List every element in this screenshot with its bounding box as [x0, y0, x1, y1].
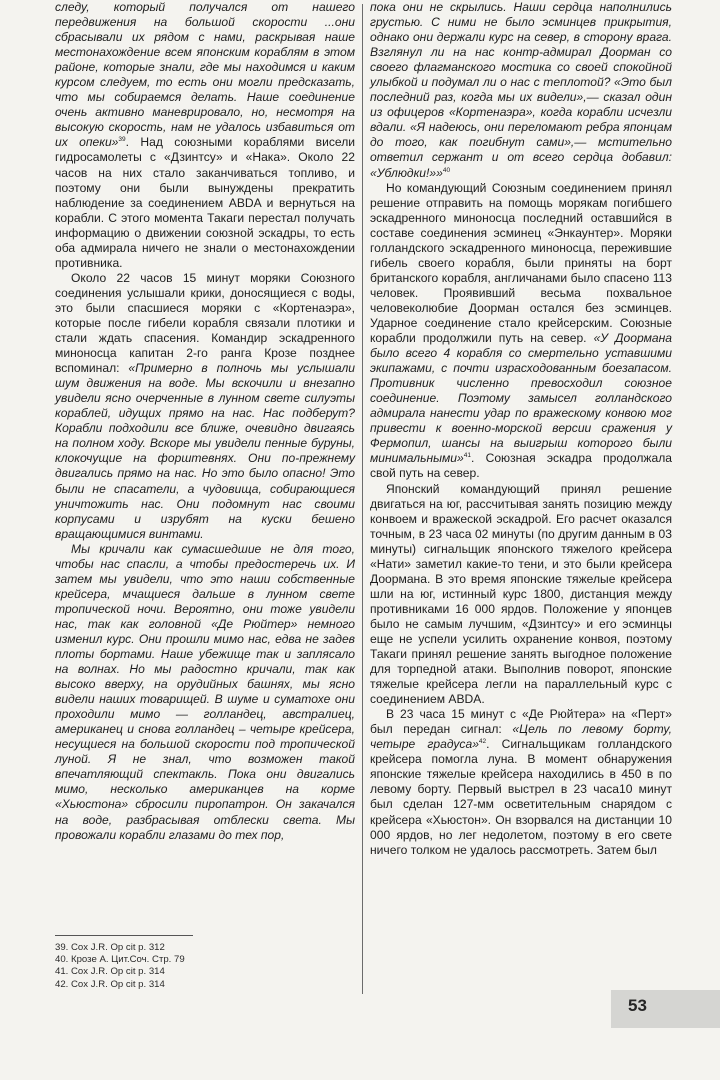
- paragraph: [55, 0, 355, 271]
- footnote: 41. Cox J.R. Op cit p. 314: [55, 966, 165, 978]
- quote-text: «Примерно в полночь мы услышали шум движения на воде. Мы вскочили и внезапно увидели ясно очерченные в лунном свете силуэты кораблей, идущих прямо на нас. Нас подберут? Корабли подходили все ближе, очевидно двигаясь на полном ходу. Вскоре мы увидели пенные буруны, клокочущие на форштевнях. Они по-прежнему двигались прямо на нас. Но это было опасно! Это были не спасатели, а чудовища, собирающиеся уничтожить нас. Они подомнут нас своими корпусами и изрубят на куски бешено вращающимися винтами.: [55, 361, 355, 541]
- quote-text: пока они не скрылись. Наши сердца наполнились грустью. С ними не было эсминцев прикрытия, однако они держали курс на север, в сторону врага. Взглянул ли на нас контр-адмирал Доорман со своего флагманского мостика со своей спокойной улыбкой и подумал ли о нас с теплотой? «Это был последний раз, когда мы их видели»,— сказал один из офицеров «Кортенаэра», когда корабли исчезли вдали. «Я надеюсь, они переломают ребра японцам до того, как погибнут сами»,— мстительно ответил сержант и от всего сердца добавил: «Ублюдки!»»: [370, 0, 672, 180]
- left-text-column: [55, 0, 355, 843]
- paragraph: [370, 0, 672, 181]
- footnote-ref: 39: [118, 136, 126, 144]
- footnote-ref: 42: [478, 738, 487, 746]
- footnote-ref: 41: [463, 452, 471, 460]
- quote-text: следу, который получался от нашего передвижения на большой скорости ...они сбрасывали их рядом с нами, раскрывая наше местонахождение всем японским кораблям в этом районе, которые знали, где мы находимся и каким курсом следуем, то есть они могли предсказать, что мы собираемся делать. Наше соединение очень активно маневрировало, но, несмотря на высокую скорость, нам не удалось избавиться от их опеки»: [55, 0, 355, 150]
- quote-text: «У Доормана было всего 4 корабля со смертельно уставшими экипажами, с почти израсходованным боезапасом. Противник численно превосходил союзное соединение. Поэтому замысел голландского адмирала нанести удар по вражескому конвою мог привести к военно-морской версии сражения у Фермопил, шансы на выигрыш которого были минимальными»: [370, 331, 672, 466]
- body-text: . Союзная эскадра продолжала свой путь на север.: [370, 451, 672, 481]
- body-text: Около 22 часов 15 минут моряки Союзного соединения услышали крики, доносящиеся с воды, это были спасшиеся моряки с «Кортенаэра», которые после гибели корабля связали плотики и стали ждать спасения. Командир эскадренного миноносца капитан 2-го ранга Крозе позднее вспоминал:: [55, 270, 355, 376]
- paragraph: [55, 542, 355, 843]
- footnote-rule: [55, 935, 193, 936]
- paragraph: [370, 482, 672, 708]
- body-text: Японский командующий принял решение двигаться на юг, рассчитывая занять позицию между конвоем и вражеской эскадрой. Его расчет оказался точным, в 23 часа 02 минуты (по другим данным в 03 минуты) сигнальщик японского тяжелого крейсера «Нати» заметил какие-то тени, и это были крейсера Доормана. В это время японские тяжелые крейсера шли на юг, истинный курс 1800, дистанция между противниками 16 000 ярдов. Положение у японцев было не самым лучшим, «Дзинтсу» и его эсминцы еще не успели усилить охранение конвоя, поэтому Такаги принял решение занять выгодное положение для торпедной атаки. Выполнив поворот, японские тяжелые крейсера легли на параллельный курс с соединением ABDA.: [370, 481, 672, 707]
- body-text: . Сигнальщикам голландского крейсера помогла луна. В момент обнаружения японские тяжелые крейсера находились в 450 в по левому борту. Первый выстрел в 23 часа10 минут был сделан 127-мм осветительным снарядом с крейсера «Хьюстон». Он взорвался на дистанции 10 000 ярдов, но лег недолетом, поэтому в его свете ничего толком не удалось рассмотреть. Затем был: [370, 737, 672, 857]
- body-text: . Над союзными кораблями висели гидросамолеты с «Дзинтсу» и «Нака». Около 22 часов на них стало заканчиваться топливо, и поэтому они были вынуждены прекратить наблюдение за соединением ABDA и вернуться на корабли. С этого момента Такаги перестал получать информацию о движении союзной эскадры, то есть оба адмирала ничего не знали о местонахождении противника.: [55, 135, 356, 270]
- paragraph: [55, 271, 355, 542]
- quote-text: Мы кричали как сумасшедшие не для того, чтобы нас спасли, а чтобы предостеречь их. И затем мы увидели, что это наши собственные крейсера, мчащиеся дальше в лунном свете тропической ночи. Вероятно, они тоже увидели нас, так как головной «Де Рюйтер» немного изменил курс. Они прошли мимо нас, едва не задев плоты бортами. Наше убежище так и заплясало на волнах. Но мы радостно кричали, так как высоко вверху, на орудийных башнях, мы ясно видели наших товарищей. В шуме и суматохе они проходили мимо — голландец, австралиец, американец и снова голландец – четыре крейсера, несущиеся на большой скорости под тропической луной. Я не знал, что возможен такой впечатляющий спектакль. Пока они двигались мимо, несколько американцев на корме «Хьюстона» сбросили пиропатрон. Он закачался на воде, разбрасывая отблески света. Мы провожали корабли глазами до тех пор,: [55, 541, 355, 842]
- quote-text: «Цель по левому борту, четыре градуса»: [370, 722, 672, 752]
- column-divider: [362, 4, 363, 994]
- paragraph: [370, 707, 672, 857]
- footnote-ref: 40: [442, 166, 451, 174]
- page-number: 53: [628, 996, 647, 1015]
- footnote: 40. Крозе А. Цит.Соч. Стр. 79: [55, 954, 185, 966]
- footnote: 42. Cox J.R. Op cit p. 314: [55, 978, 165, 990]
- body-text: Но командующий Союзным соединением принял решение отправить на помощь морякам погибшего эскадренного миноносца последний оставшийся в составе соединения эсминец «Энкаунтер». Моряки голландского эскадренного миноносца, пережившие гибель своего корабля, были приняты на борт британского корабля, англичанами было спасено 113 человек. Проявивший весьма похвальное человеколюбие Доорман остался без эсминцев. Ударное соединение стало крейсерским. Союзные корабли продолжили путь на север.: [370, 180, 672, 346]
- footnotes: [55, 942, 255, 991]
- paragraph: [370, 181, 672, 482]
- body-text: В 23 часа 15 минут с «Де Рюйтера» на «Перт» был передан сигнал:: [370, 707, 672, 737]
- right-text-column: [370, 0, 672, 858]
- footnote: 39. Cox J.R. Op cit p. 312: [55, 942, 165, 953]
